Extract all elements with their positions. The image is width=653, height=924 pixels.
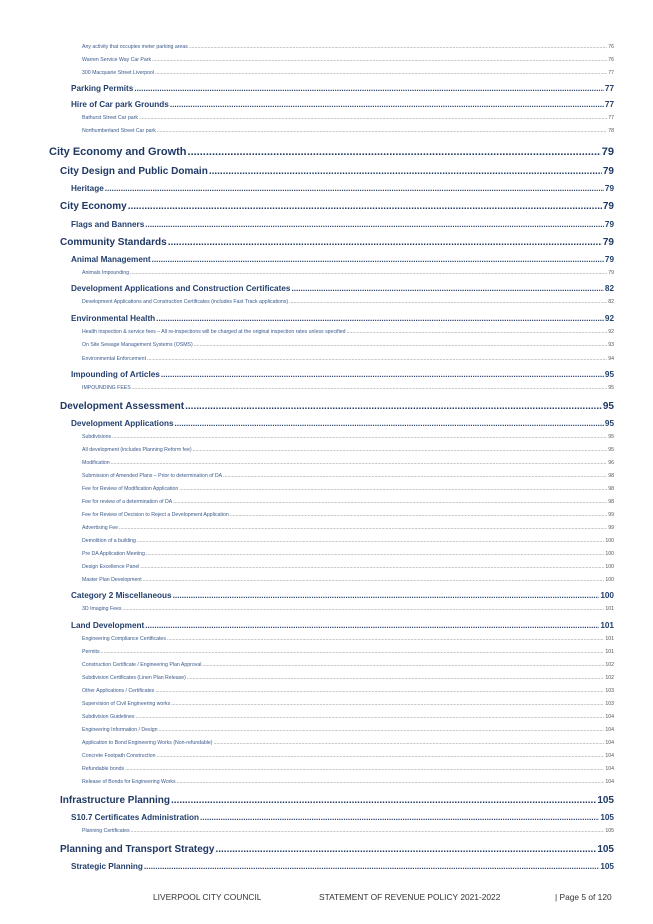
toc-dot-leader xyxy=(171,795,596,806)
toc-entry-page-number: 100 xyxy=(605,551,614,557)
toc-dot-leader xyxy=(188,146,601,158)
toc-entry-title: Development Assessment xyxy=(60,401,185,412)
toc-entry-page-number: 100 xyxy=(600,591,614,600)
toc-entry[interactable] xyxy=(71,284,614,293)
toc-entry[interactable] xyxy=(71,220,614,229)
toc-dot-leader xyxy=(132,385,608,391)
toc-entry-page-number: 105 xyxy=(600,862,614,871)
toc-entry-title: Health inspection & service fees – All re-inspections will be charged at the original inspection rates unless specified xyxy=(82,329,346,335)
toc-dot-leader xyxy=(137,538,604,544)
toc-entry[interactable] xyxy=(71,813,614,822)
footer-council-name: LIVERPOOL CITY COUNCIL xyxy=(153,892,262,902)
toc-entry-page-number: 105 xyxy=(597,844,614,855)
toc-dot-leader xyxy=(130,270,607,276)
toc-entry[interactable] xyxy=(82,270,614,276)
toc-entry-page-number: 77 xyxy=(608,115,614,121)
toc-dot-leader xyxy=(131,828,605,834)
toc-entry[interactable] xyxy=(71,84,614,93)
toc-entry[interactable] xyxy=(82,486,614,492)
toc-entry-page-number: 76 xyxy=(608,57,614,63)
toc-dot-leader xyxy=(146,551,604,557)
toc-entry-page-number: 102 xyxy=(605,662,614,668)
toc-entry-page-number: 101 xyxy=(605,649,614,655)
toc-dot-leader xyxy=(143,577,605,583)
toc-entry-title: Parking Permits xyxy=(71,84,134,93)
toc-entry-title: Planning and Transport Strategy xyxy=(60,844,215,855)
toc-entry-page-number: 101 xyxy=(605,636,614,642)
toc-entry[interactable] xyxy=(60,795,614,806)
toc-entry-page-number: 104 xyxy=(605,740,614,746)
toc-dot-leader xyxy=(291,284,603,293)
toc-entry-title: Development Applications and Construction Certificates xyxy=(71,284,291,293)
toc-entry[interactable] xyxy=(71,100,614,109)
toc-entry-title: City Economy xyxy=(60,201,127,212)
toc-dot-leader xyxy=(155,688,604,694)
toc-entry-page-number: 99 xyxy=(608,512,614,518)
toc-entry-page-number: 95 xyxy=(608,434,614,440)
toc-entry-page-number: 82 xyxy=(604,284,614,293)
toc-entry-page-number: 78 xyxy=(608,128,614,134)
toc-entry-title: Construction Certificate / Engineering Plan Approval xyxy=(82,662,202,668)
toc-dot-leader xyxy=(119,525,607,531)
toc-entry-page-number: 96 xyxy=(608,460,614,466)
toc-entry[interactable] xyxy=(82,606,614,612)
toc-entry-page-number: 95 xyxy=(608,385,614,391)
toc-dot-leader xyxy=(145,621,599,630)
toc-entry-page-number: 79 xyxy=(604,255,614,264)
toc-entry[interactable] xyxy=(71,621,614,630)
toc-entry-page-number: 79 xyxy=(608,270,614,276)
toc-entry-page-number: 77 xyxy=(604,100,614,109)
toc-entry-title: City Design and Public Domain xyxy=(60,166,208,177)
toc-entry-page-number: 98 xyxy=(608,499,614,505)
toc-entry-title: Supervision of Civil Engineering works xyxy=(82,701,171,707)
page-footer xyxy=(0,892,653,904)
toc-entry-title: 3D Imaging Fees xyxy=(82,606,122,612)
toc-dot-leader xyxy=(187,675,605,681)
toc-entry[interactable] xyxy=(82,675,614,681)
toc-entry-title: Infrastructure Planning xyxy=(60,795,171,806)
toc-entry-page-number: 77 xyxy=(608,70,614,76)
toc-entry-title: Pre DA Application Meeting xyxy=(82,551,145,557)
toc-dot-leader xyxy=(179,486,607,492)
toc-dot-leader xyxy=(112,434,607,440)
toc-dot-leader xyxy=(161,370,604,379)
toc-entry-page-number: 79 xyxy=(602,201,614,212)
toc-entry-page-number: 95 xyxy=(608,447,614,453)
toc-entry[interactable] xyxy=(82,649,614,655)
toc-dot-leader xyxy=(230,512,607,518)
toc-entry[interactable] xyxy=(82,766,614,772)
toc-dot-leader xyxy=(134,84,604,93)
toc-entry[interactable] xyxy=(82,688,614,694)
toc-entry-page-number: 105 xyxy=(597,795,614,806)
toc-entry[interactable] xyxy=(82,714,614,720)
toc-entry-title: Bathurst Street Car park xyxy=(82,115,138,121)
footer-page-number: | Page 5 of 120 xyxy=(555,892,612,902)
toc-entry-page-number: 100 xyxy=(605,538,614,544)
toc-entry-page-number: 104 xyxy=(605,714,614,720)
toc-entry-page-number: 104 xyxy=(605,766,614,772)
toc-dot-leader xyxy=(159,727,605,733)
toc-dot-leader xyxy=(177,779,605,785)
toc-dot-leader xyxy=(144,862,599,871)
toc-entry-title: On Site Sewage Management Systems (OSMS) xyxy=(82,342,193,348)
toc-dot-leader xyxy=(152,255,604,264)
toc-dot-leader xyxy=(123,606,605,612)
toc-entry-title: Permits xyxy=(82,649,100,655)
toc-entry-title: Fee for review of a determination of DA xyxy=(82,499,173,505)
toc-entry-page-number: 103 xyxy=(605,701,614,707)
toc-dot-leader xyxy=(173,591,600,600)
toc-entry-page-number: 79 xyxy=(602,237,614,248)
toc-dot-leader xyxy=(168,237,602,248)
toc-entry[interactable] xyxy=(82,525,614,531)
toc-entry-title: Environmental Enforcement xyxy=(82,356,147,362)
toc-entry-title: Fee for Review of Modification Application xyxy=(82,486,179,492)
toc-entry-title: City Economy and Growth xyxy=(49,146,187,158)
toc-entry[interactable] xyxy=(82,564,614,570)
toc-entry-title: Application to Bond Engineering Works (Non-refundable) xyxy=(82,740,213,746)
toc-entry-title: Category 2 Miscellaneous xyxy=(71,591,172,600)
toc-entry-page-number: 79 xyxy=(601,146,614,158)
toc-entry-title: Concrete Footpath Construction xyxy=(82,753,156,759)
toc-entry[interactable] xyxy=(82,636,614,642)
toc-entry-page-number: 92 xyxy=(608,329,614,335)
toc-entry-page-number: 94 xyxy=(608,356,614,362)
toc-entry-page-number: 105 xyxy=(605,828,614,834)
toc-entry[interactable] xyxy=(71,255,614,264)
toc-entry-title: Release of Bonds for Engineering Works xyxy=(82,779,176,785)
toc-entry-page-number: 92 xyxy=(604,314,614,323)
toc-dot-leader xyxy=(347,329,608,335)
toc-entry[interactable] xyxy=(82,499,614,505)
toc-entry[interactable] xyxy=(82,460,614,466)
toc-entry-page-number: 102 xyxy=(605,675,614,681)
toc-dot-leader xyxy=(214,740,605,746)
toc-entry[interactable] xyxy=(60,237,614,248)
toc-entry-title: Submission of Amended Plans – Prior to determination of DA xyxy=(82,473,223,479)
toc-entry[interactable] xyxy=(82,512,614,518)
toc-entry-title: Flags and Banners xyxy=(71,220,145,229)
toc-dot-leader xyxy=(194,342,608,348)
toc-entry-title: All development (includes Planning Reform fee) xyxy=(82,447,192,453)
toc-entry-page-number: 104 xyxy=(605,727,614,733)
toc-entry-title: Modification xyxy=(82,460,110,466)
toc-dot-leader xyxy=(167,636,604,642)
toc-entry-title: Other Applications / Certificates xyxy=(82,688,155,694)
toc-entry[interactable] xyxy=(82,128,614,134)
toc-entry-title: Any activity that occupies meter parking areas xyxy=(82,44,188,50)
toc-entry-title: Design Excellence Panel xyxy=(82,564,140,570)
footer-document-title: STATEMENT OF REVENUE POLICY 2021-2022 xyxy=(319,892,501,902)
toc-entry[interactable] xyxy=(82,447,614,453)
toc-entry[interactable] xyxy=(82,727,614,733)
toc-entry[interactable] xyxy=(82,356,614,362)
toc-entry[interactable] xyxy=(49,146,614,158)
toc-entry-page-number: 105 xyxy=(600,813,614,822)
toc-dot-leader xyxy=(139,115,607,121)
toc-entry-title: Master Plan Development xyxy=(82,577,142,583)
toc-entry-title: Land Development xyxy=(71,621,145,630)
toc-entry[interactable] xyxy=(82,551,614,557)
toc-entry[interactable] xyxy=(71,184,614,193)
toc-entry-title: Advertising Fee xyxy=(82,525,119,531)
toc-dot-leader xyxy=(157,753,605,759)
toc-entry-title: 300 Macquarie Street Liverpool xyxy=(82,70,155,76)
toc-entry-page-number: 79 xyxy=(604,220,614,229)
toc-entry[interactable] xyxy=(82,662,614,668)
toc-entry[interactable] xyxy=(60,401,614,412)
toc-dot-leader xyxy=(140,564,604,570)
toc-entry[interactable] xyxy=(82,299,614,305)
toc-entry[interactable] xyxy=(82,577,614,583)
toc-entry[interactable] xyxy=(71,370,614,379)
toc-dot-leader xyxy=(189,44,607,50)
toc-entry-title: Animals Impounding xyxy=(82,270,130,276)
toc-entry-title: Hire of Car park Grounds xyxy=(71,100,169,109)
toc-entry[interactable] xyxy=(82,115,614,121)
toc-entry[interactable] xyxy=(82,70,614,76)
toc-entry-title: Community Standards xyxy=(60,237,167,248)
toc-dot-leader xyxy=(128,201,602,212)
toc-dot-leader xyxy=(215,844,596,855)
toc-entry-page-number: 95 xyxy=(602,401,614,412)
toc-entry-title: Planning Certificates xyxy=(82,828,130,834)
toc-entry-page-number: 95 xyxy=(604,370,614,379)
toc-entry-title: Animal Management xyxy=(71,255,151,264)
toc-entry[interactable] xyxy=(82,329,614,335)
toc-entry-title: Subdivision Guidelines xyxy=(82,714,135,720)
toc-entry-page-number: 79 xyxy=(604,184,614,193)
toc-entry-page-number: 104 xyxy=(605,753,614,759)
toc-entry-title: Demolition of a building xyxy=(82,538,136,544)
toc-dot-leader xyxy=(289,299,607,305)
toc-entry[interactable] xyxy=(82,701,614,707)
toc-dot-leader xyxy=(101,649,605,655)
toc-dot-leader xyxy=(209,166,602,177)
toc-dot-leader xyxy=(156,314,604,323)
toc-entry-page-number: 101 xyxy=(600,621,614,630)
toc-entry-page-number: 93 xyxy=(608,342,614,348)
toc-entry-page-number: 98 xyxy=(608,473,614,479)
toc-entry[interactable] xyxy=(82,828,614,834)
toc-entry[interactable] xyxy=(82,779,614,785)
toc-entry[interactable] xyxy=(71,314,614,323)
toc-dot-leader xyxy=(155,70,607,76)
toc-entry-page-number: 100 xyxy=(605,577,614,583)
toc-dot-leader xyxy=(171,701,604,707)
toc-entry-title: Subdivisions xyxy=(82,434,112,440)
toc-entry[interactable] xyxy=(60,201,614,212)
toc-dot-leader xyxy=(202,662,604,668)
toc-entry-title: Development Applications xyxy=(71,419,174,428)
toc-dot-leader xyxy=(170,100,604,109)
toc-entry[interactable] xyxy=(71,591,614,600)
toc-entry-title: Warren Service Way Car Park xyxy=(82,57,152,63)
toc-entry[interactable] xyxy=(82,434,614,440)
toc-entry[interactable] xyxy=(82,44,614,50)
toc-entry[interactable] xyxy=(82,753,614,759)
toc-dot-leader xyxy=(175,419,604,428)
toc-entry[interactable] xyxy=(71,862,614,871)
toc-entry-page-number: 100 xyxy=(605,564,614,570)
toc-entry-title: Development Applications and Construction Certificates (includes Fast Track applications) xyxy=(82,299,289,305)
toc-entry[interactable] xyxy=(82,740,614,746)
toc-entry[interactable] xyxy=(82,473,614,479)
toc-entry-title: Heritage xyxy=(71,184,104,193)
toc-dot-leader xyxy=(145,220,604,229)
toc-dot-leader xyxy=(173,499,607,505)
toc-entry[interactable] xyxy=(60,166,614,177)
toc-entry-page-number: 76 xyxy=(608,44,614,50)
toc-dot-leader xyxy=(193,447,608,453)
toc-entry-page-number: 103 xyxy=(605,688,614,694)
toc-dot-leader xyxy=(200,813,599,822)
toc-entry[interactable] xyxy=(60,844,614,855)
toc-entry-page-number: 79 xyxy=(602,166,614,177)
toc-entry-title: Engineering Compliance Certificates xyxy=(82,636,166,642)
toc-dot-leader xyxy=(105,184,604,193)
toc-entry-page-number: 99 xyxy=(608,525,614,531)
toc-entry[interactable] xyxy=(71,419,614,428)
toc-entry-title: Northumberland Street Car park xyxy=(82,128,156,134)
toc-entry-title: Refundable bonds xyxy=(82,766,125,772)
toc-entry-page-number: 101 xyxy=(605,606,614,612)
toc-entry-page-number: 82 xyxy=(608,299,614,305)
toc-dot-leader xyxy=(185,401,602,412)
toc-entry-page-number: 98 xyxy=(608,486,614,492)
toc-entry-page-number: 95 xyxy=(604,419,614,428)
toc-entry-title: Subdivision Certificates (Linen Plan Release) xyxy=(82,675,186,681)
toc-entry-title: Strategic Planning xyxy=(71,862,143,871)
toc-entry-title: Environmental Health xyxy=(71,314,156,323)
toc-dot-leader xyxy=(135,714,604,720)
toc-entry[interactable] xyxy=(82,385,614,391)
toc-dot-leader xyxy=(147,356,607,362)
toc-entry[interactable] xyxy=(82,538,614,544)
toc-entry[interactable] xyxy=(82,57,614,63)
toc-dot-leader xyxy=(125,766,604,772)
toc-dot-leader xyxy=(223,473,607,479)
toc-dot-leader xyxy=(157,128,607,134)
toc-dot-leader xyxy=(152,57,607,63)
toc-entry[interactable] xyxy=(82,342,614,348)
toc-entry-title: IMPOUNDING FEES xyxy=(82,385,131,391)
toc-entry-title: Engineering Information / Design xyxy=(82,727,158,733)
toc-entry-title: Impounding of Articles xyxy=(71,370,160,379)
toc-dot-leader xyxy=(111,460,608,466)
toc-entry-title: Fee for Review of Decision to Reject a Development Application xyxy=(82,512,229,518)
toc-entry-page-number: 104 xyxy=(605,779,614,785)
toc-entry-page-number: 77 xyxy=(604,84,614,93)
toc-entry-title: S10.7 Certificates Administration xyxy=(71,813,200,822)
